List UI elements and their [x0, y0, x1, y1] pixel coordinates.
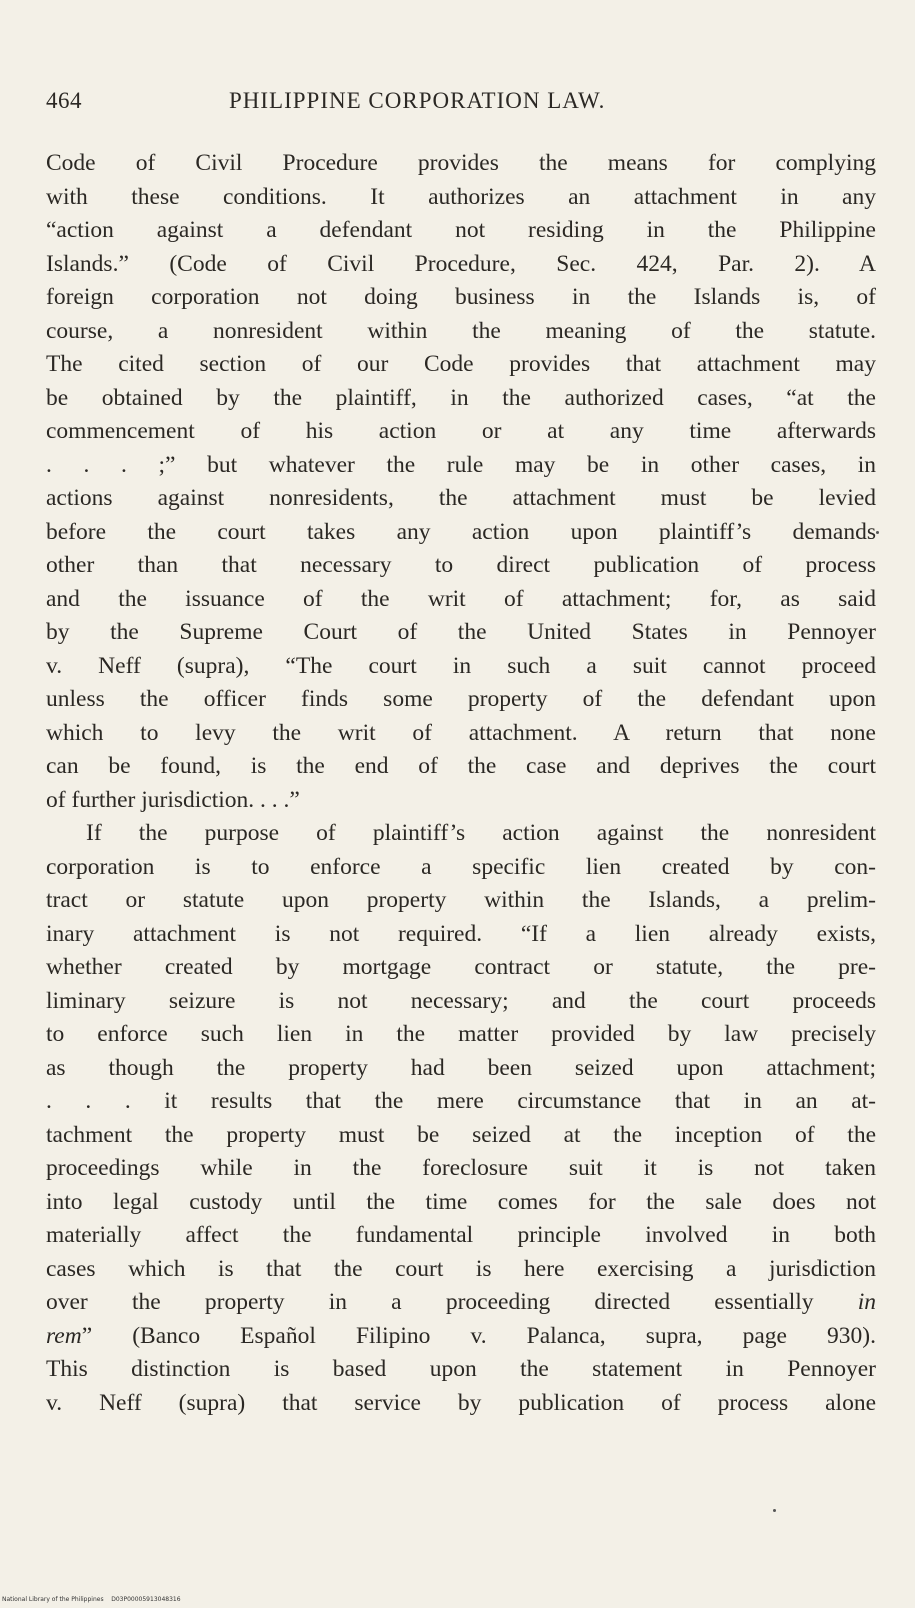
text-line: . . . ;” but whatever the rule may be in other cases, in — [46, 451, 876, 478]
text-line: by the Supreme Court of the United States in Pennoyer — [46, 619, 876, 645]
text-line: other than that necessary to direct publication of process — [46, 552, 876, 578]
text-line: cases which is that the court is here exercising a jurisdiction — [46, 1255, 876, 1282]
text-line: materially affect the fundamental principle involved in both — [46, 1222, 876, 1248]
text-line: tract or statute upon property within the Islands, a prelim- — [46, 887, 876, 913]
running-title: PHILIPPINE CORPORATION LAW. — [229, 88, 606, 113]
text-line: unless the officer finds some property of the defendant upon — [46, 686, 876, 712]
scan-footer — [2, 1596, 181, 1603]
paragraph-1 — [46, 147, 876, 817]
paragraph-2 — [46, 817, 876, 1420]
text-line: If the purpose of plaintiff’s action against the nonresident — [86, 820, 876, 846]
text-line: as though the property had been seized upon attachment; — [46, 1054, 876, 1081]
text-line-with-italic — [46, 1320, 876, 1354]
text-line: The cited section of our Code provides that attachment may — [46, 351, 876, 377]
text-line: proceedings while in the foreclosure suit it is not taken — [46, 1155, 876, 1181]
italic-term: rem — [46, 1322, 82, 1349]
text-line: Islands.” (Code of Civil Procedure, Sec. 424, Par. 2). A — [46, 250, 876, 277]
scan-speck — [876, 531, 879, 534]
text-line: v. Neff (supra) that service by publication of process alone — [46, 1389, 876, 1416]
text-line: which to levy the writ of attachment. A return that none — [46, 719, 876, 746]
text-line: can be found, is the end of the case and deprives the court — [46, 753, 876, 779]
text-line: liminary seizure is not necessary; and the court proceeds — [46, 987, 876, 1014]
text-line: . . . it results that the mere circumstance that in an at- — [46, 1088, 876, 1114]
text-line: of further jurisdiction. . . .” — [46, 786, 300, 813]
text-line: corporation is to enforce a specific lien created by con- — [46, 853, 876, 880]
text-line: inary attachment is not required. “If a lien already exists, — [46, 920, 876, 947]
text-line: Code of Civil Procedure provides the means for complying — [46, 150, 876, 176]
page-number: 464 — [46, 88, 82, 113]
text-segment: ” (Banco Español Filipino v. Palanca, supra, page 930). — [81, 1322, 876, 1349]
text-line: and the issuance of the writ of attachment; for, as said — [46, 585, 876, 612]
text-line: tachment the property must be seized at the inception of the — [46, 1121, 876, 1148]
scan-speck — [773, 1509, 776, 1512]
page-header — [46, 88, 886, 118]
text-segment: over the property in a proceeding directed essentially — [46, 1289, 814, 1315]
text-line: with these conditions. It authorizes an attachment in any — [46, 183, 876, 210]
text-line: whether created by mortgage contract or statute, the pre- — [46, 954, 876, 980]
text-line: commencement of his action or at any time afterwards — [46, 418, 876, 444]
text-line: course, a nonresident within the meaning of the statute. — [46, 317, 876, 344]
text-line: before the court takes any action upon plaintiff’s demands — [46, 518, 876, 545]
text-line: This distinction is based upon the statement in Pennoyer — [46, 1356, 876, 1382]
text-line: v. Neff (supra), “The court in such a suit cannot proceed — [46, 652, 876, 679]
text-line: to enforce such lien in the matter provided by law precisely — [46, 1021, 876, 1047]
text-line-with-italic — [46, 1286, 876, 1320]
text-line: actions against nonresidents, the attachment must be levied — [46, 485, 876, 511]
text-line: “action against a defendant not residing in the Philippine — [46, 217, 876, 243]
text-line: into legal custody until the time comes for the sale does not — [46, 1188, 876, 1215]
footer-code: D03P00005913048316 — [111, 1596, 181, 1603]
body-text — [46, 147, 876, 1420]
footer-label: National Library of the Philippines — [2, 1596, 104, 1603]
text-line: foreign corporation not doing business in the Islands is, of — [46, 284, 876, 310]
text-line: be obtained by the plaintiff, in the authorized cases, “at the — [46, 384, 876, 411]
italic-term: in — [857, 1289, 876, 1315]
